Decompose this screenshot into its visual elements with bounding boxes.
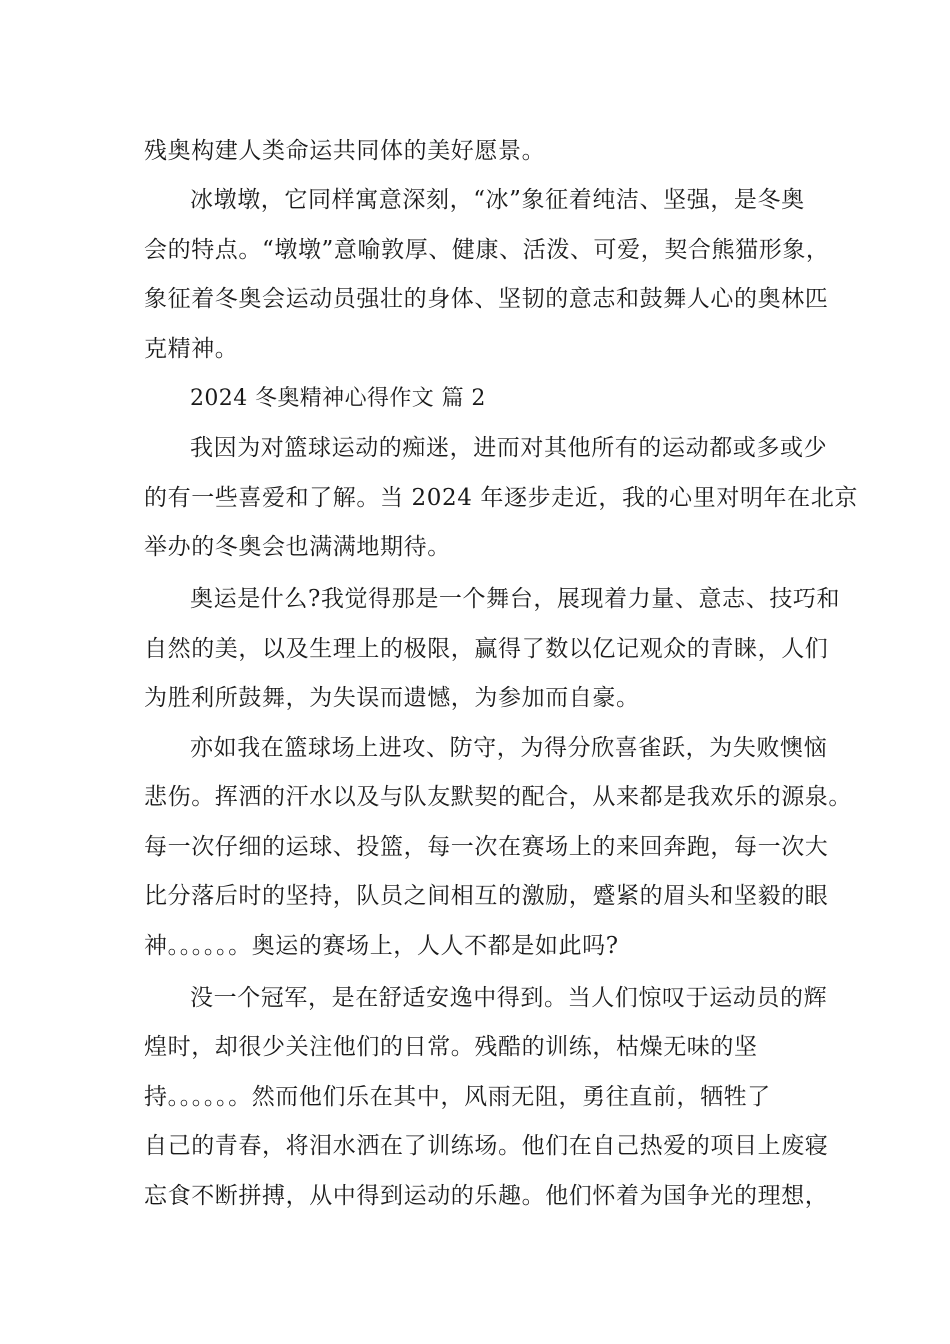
text-line: 象征着冬奥会运动员强壮的身体、坚韧的意志和鼓舞人心的奥林匹 xyxy=(144,286,829,312)
paragraph-start-line: 没一个冠军，是在舒适安逸中得到。当人们惊叹于运动员的辉 xyxy=(190,985,828,1011)
text-line: 的有一些喜爱和了解。当 2024 年逐步走近，我的心里对明年在北京 xyxy=(144,485,858,511)
text-line: 悲伤。挥洒的汗水以及与队友默契的配合，从来都是我欢乐的源泉。 xyxy=(144,784,852,810)
text-line: 每一次仔细的运球、投篮，每一次在赛场上的来回奔跑，每一次大 xyxy=(144,834,829,860)
text-line: 忘食不断拼搏，从中得到运动的乐趣。他们怀着为国争光的理想， xyxy=(144,1183,829,1209)
text-line: 神。。。。。。奥运的赛场上，人人不都是如此吗? xyxy=(144,933,619,959)
text-line: 自己的青春，将泪水洒在了训练场。他们在自己热爱的项目上废寝 xyxy=(144,1133,829,1159)
text-line: 持。。。。。。然而他们乐在其中，风雨无阻，勇往直前，牺牲了 xyxy=(144,1084,771,1110)
text-line: 自然的美，以及生理上的极限，赢得了数以亿记观众的青睐，人们 xyxy=(144,636,829,662)
paragraph-start-line: 亦如我在篮球场上进攻、防守，为得分欣喜雀跃，为失败懊恼 xyxy=(190,735,828,761)
section-heading: 2024 冬奥精神心得作文 篇 2 xyxy=(190,386,486,411)
text-line: 煌时，却很少关注他们的日常。残酷的训练，枯燥无味的坚 xyxy=(144,1034,758,1060)
text-line: 比分落后时的坚持，队员之间相互的激励，蹙紧的眉头和坚毅的眼 xyxy=(144,883,829,909)
paragraph-start-line: 我因为对篮球运动的痴迷，进而对其他所有的运动都或多或少 xyxy=(190,435,828,461)
paragraph-start-line: 奥运是什么?我觉得那是一个舞台，展现着力量、意志、技巧和 xyxy=(190,586,841,612)
paragraph-start-line: 冰墩墩，它同样寓意深刻，“冰”象征着纯洁、坚强，是冬奥 xyxy=(190,187,805,213)
text-line: 残奥构建人类命运共同体的美好愿景。 xyxy=(144,138,546,164)
text-line: 为胜利所鼓舞，为失误而遗憾，为参加而自豪。 xyxy=(144,685,640,711)
text-line: 克精神。 xyxy=(144,336,239,362)
text-line: 举办的冬奥会也满满地期待。 xyxy=(144,534,451,560)
text-line: 会的特点。“墩墩”意喻敦厚、健康、活泼、可爱，契合熊猫形象， xyxy=(144,237,830,263)
